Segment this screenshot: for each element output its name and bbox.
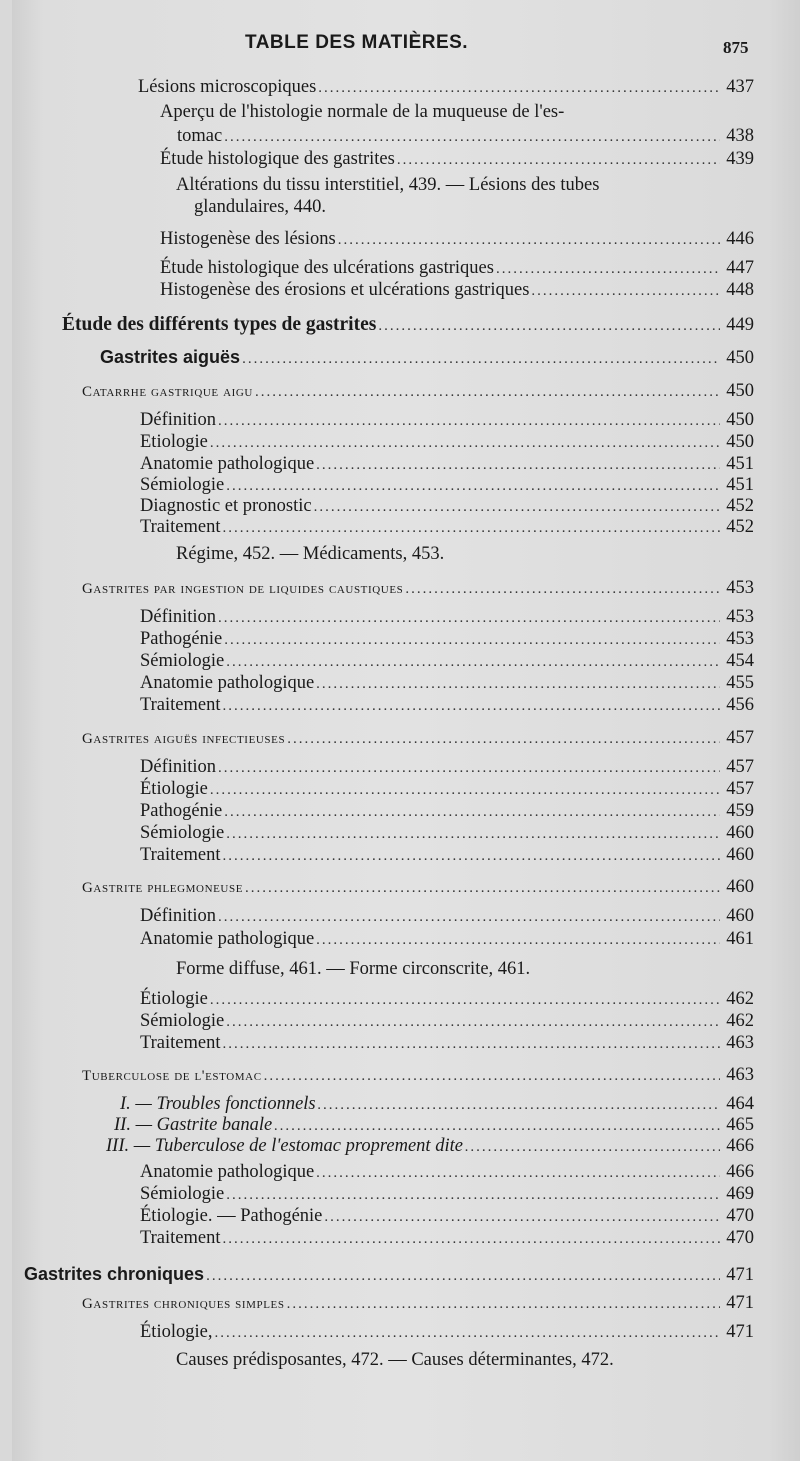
toc-entry: Étude histologique des ulcérations gastriques ..... 447 [160, 257, 754, 280]
toc-entry: Histogenèse des lésions ..... 446 [160, 228, 754, 251]
toc-entry: Étiologie. — Pathogénie ..... 470 [140, 1205, 754, 1228]
toc-subsection: Catarrhe gastrique aigu ..... 450 [82, 380, 754, 403]
toc-entry: Anatomie pathologique ..... 461 [140, 928, 754, 951]
toc-entry: Lésions microscopiques ..... 437 [138, 76, 754, 99]
toc-subsection: Gastrites par ingestion de liquides caustiques ..... 453 [82, 577, 754, 600]
toc-entry: Sémiologie ..... 462 [140, 1010, 754, 1033]
toc-subsection: Gastrite phlegmoneuse ..... 460 [82, 876, 754, 899]
toc-entry: Définition ..... 450 [140, 409, 754, 432]
toc-chapter-heading: Gastrites chroniques ..... 471 [24, 1263, 754, 1287]
toc-entry: III. — Tuberculose de l'estomac proprement dite ..... 466 [106, 1135, 754, 1158]
toc-subline: glandulaires, 440. [194, 197, 327, 217]
toc-section-heading: Étude des différents types de gastrites ..... 449 [62, 314, 754, 337]
page-header [0, 30, 800, 60]
toc-entry: Pathogénie ..... 459 [140, 800, 754, 823]
toc-subline: Forme diffuse, 461. — Forme circonscrite, 461. [176, 959, 531, 979]
toc-entry: II. — Gastrite banale ..... 465 [114, 1114, 754, 1137]
toc-entry: Etiologie ..... 450 [140, 431, 754, 454]
toc-entry: Sémiologie ..... 469 [140, 1183, 754, 1206]
toc-entry: Anatomie pathologique ..... 466 [140, 1161, 754, 1184]
toc-entry: tomac ..... 438 [177, 125, 754, 148]
toc-entry: Histogenèse des érosions et ulcérations gastriques ..... 448 [160, 279, 754, 302]
toc-subsection: Tuberculose de l'estomac ..... 463 [82, 1064, 754, 1087]
toc-entry: Traitement ..... 452 [140, 516, 754, 539]
toc-entry: Traitement ..... 460 [140, 844, 754, 867]
toc-subline: Causes prédisposantes, 472. — Causes déterminantes, 472. [176, 1350, 614, 1370]
toc-entry: Étiologie, ..... 471 [140, 1321, 754, 1344]
page-title: TABLE DES MATIÈRES. [245, 32, 469, 53]
toc-entry: Sémiologie ..... 451 [140, 474, 754, 497]
toc-subsection: Gastrites aiguës infectieuses ..... 457 [82, 727, 754, 750]
toc-entry: Étiologie ..... 462 [140, 988, 754, 1011]
toc-entry: Définition ..... 453 [140, 606, 754, 629]
toc-entry: Traitement ..... 470 [140, 1227, 754, 1250]
toc-entry: Définition ..... 457 [140, 756, 754, 779]
toc-entry-line1: Aperçu de l'histologie normale de la muqueuse de l'es- [160, 102, 565, 122]
toc-entry: Anatomie pathologique ..... 455 [140, 672, 754, 695]
toc-subline: Régime, 452. — Médicaments, 453. [176, 544, 445, 564]
toc-entry: Sémiologie ..... 460 [140, 822, 754, 845]
toc-subline: Altérations du tissu interstitiel, 439. — Lésions des tubes [176, 175, 600, 195]
toc-entry: Étiologie ..... 457 [140, 778, 754, 801]
toc-entry: Étude histologique des gastrites ..... 439 [160, 148, 754, 171]
toc-chapter-heading: Gastrites aiguës ..... 450 [100, 346, 754, 370]
toc-entry: Traitement ..... 456 [140, 694, 754, 717]
toc-entry: Anatomie pathologique ..... 451 [140, 453, 754, 476]
toc-entry: Définition ..... 460 [140, 905, 754, 928]
toc-entry: Diagnostic et pronostic ..... 452 [140, 495, 754, 518]
toc-entry: I. — Troubles fonctionnels ..... 464 [120, 1093, 754, 1116]
toc-entry: Pathogénie ..... 453 [140, 628, 754, 651]
toc-subsection: Gastrites chroniques simples ..... 471 [82, 1292, 754, 1315]
toc-entry: Traitement ..... 463 [140, 1032, 754, 1055]
toc-entry: Sémiologie ..... 454 [140, 650, 754, 673]
page-number: 875 [723, 38, 749, 57]
